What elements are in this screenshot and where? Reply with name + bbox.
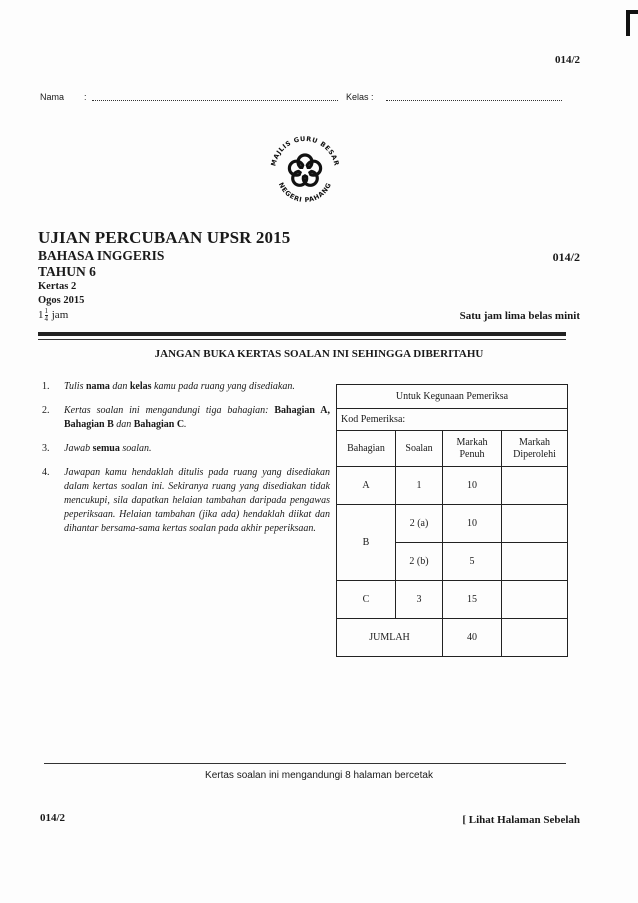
paper-code-right: 014/2 xyxy=(552,250,580,264)
obtained-marks-cell[interactable] xyxy=(502,581,568,619)
paper-code-top: 014/2 xyxy=(554,54,580,66)
total-full-marks: 40 xyxy=(443,619,502,657)
page-corner-mark xyxy=(626,10,638,36)
duration-denominator: 4 xyxy=(44,315,48,323)
question-cell: 3 xyxy=(396,581,443,619)
instruction-item: 4. Jawapan kamu hendaklah ditulis pada ruang yang disediakan dalam kertas soalan ini. Sekiranya ruang yang disediakan tidak mencukupi, sila dapatkan helaian tambahan daripada pengawas peperiksaan. Helaian tambahan (jika ada) hendaklah diikat dan dihantar bersama-sama kertas soalan pada akhir peperiksaan. xyxy=(42,467,330,534)
svg-text:MAJLIS GURU BESAR xyxy=(269,135,340,167)
name-colon: : xyxy=(84,92,87,102)
duration-unit: jam xyxy=(51,309,69,322)
instructions-list xyxy=(40,380,330,546)
table-row xyxy=(337,581,568,619)
total-obtained-marks[interactable] xyxy=(502,619,568,657)
duration-words: Satu jam lima belas minit xyxy=(459,310,580,322)
exam-title: UJIAN PERCUBAAN UPSR 2015 xyxy=(38,228,291,247)
table-row xyxy=(337,505,568,543)
page-count-note: Kertas soalan ini mengandungi 8 halaman bercetak xyxy=(205,770,433,781)
table-row xyxy=(337,467,568,505)
section-cell: A xyxy=(337,467,396,505)
header-full-marks: Markah Penuh xyxy=(443,431,502,467)
header-divider-thick xyxy=(38,332,566,336)
footer-divider xyxy=(44,763,566,764)
full-marks-cell: 10 xyxy=(443,505,502,543)
mgb-pahang-seal-icon xyxy=(262,128,348,214)
obtained-marks-cell[interactable] xyxy=(502,505,568,543)
full-marks-cell: 15 xyxy=(443,581,502,619)
seal-text-bottom: NEGERI PAHANG xyxy=(276,181,334,205)
full-marks-cell: 5 xyxy=(443,543,502,581)
total-row xyxy=(337,619,568,657)
paper-code-footer: 014/2 xyxy=(40,812,66,824)
section-cell: B xyxy=(337,505,396,581)
section-cell: C xyxy=(337,581,396,619)
paper-label: Kertas 2 xyxy=(38,281,77,292)
examiner-marks-table xyxy=(336,384,568,657)
examiner-code-label: Kod Pemeriksa: xyxy=(337,409,568,431)
question-cell: 2 (a) xyxy=(396,505,443,543)
question-cell: 2 (b) xyxy=(396,543,443,581)
name-label: Nama xyxy=(40,92,65,102)
exam-month: Ogos 2015 xyxy=(38,295,85,306)
duration-whole: 1 xyxy=(38,309,44,322)
header-divider-thin xyxy=(38,339,566,340)
class-label: Kelas : xyxy=(346,92,374,102)
exam-duration xyxy=(38,308,290,323)
duration-numerator: 1 xyxy=(44,307,48,315)
obtained-marks-cell[interactable] xyxy=(502,543,568,581)
header-question: Soalan xyxy=(396,431,443,467)
header-marks-obtained: Markah Diperolehi xyxy=(502,431,568,467)
instruction-item: 3. Jawab semua soalan. xyxy=(42,443,152,454)
header-section: Bahagian xyxy=(337,431,396,467)
do-not-open-warning: JANGAN BUKA KERTAS SOALAN INI SEHINGGA DIBERITAHU xyxy=(154,348,484,360)
full-marks-cell: 10 xyxy=(443,467,502,505)
see-next-page-note: [ Lihat Halaman Sebelah xyxy=(462,814,580,826)
marks-table-title: Untuk Kegunaan Pemeriksa xyxy=(337,385,568,409)
class-field[interactable] xyxy=(386,92,562,101)
exam-title-block xyxy=(38,228,290,323)
name-field[interactable] xyxy=(92,92,338,101)
year-title: TAHUN 6 xyxy=(38,264,96,279)
instruction-item: 1. Tulis nama dan kelas kamu pada ruang yang disediakan. xyxy=(42,381,295,392)
obtained-marks-cell[interactable] xyxy=(502,467,568,505)
question-cell: 1 xyxy=(396,467,443,505)
total-label: JUMLAH xyxy=(337,619,443,657)
subject-title: BAHASA INGGERIS xyxy=(38,248,165,263)
seal-text-top: MAJLIS GURU BESAR xyxy=(269,134,341,168)
instruction-item: 2. Kertas soalan ini mengandungi tiga bahagian: Bahagian A, Bahagian B dan Bahagian C. xyxy=(42,405,330,430)
